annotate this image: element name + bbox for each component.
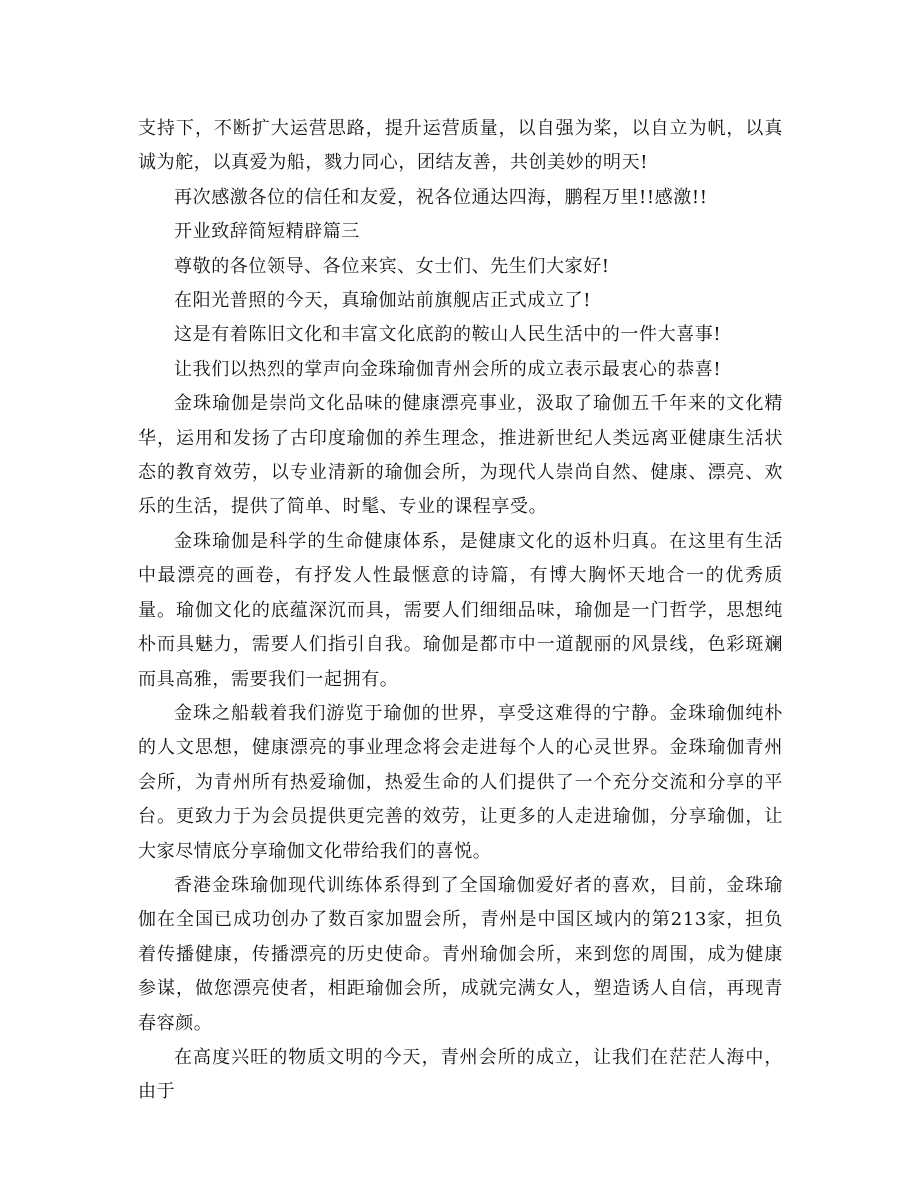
paragraph-health-system: 金珠瑜伽是科学的生命健康体系，是健康文化的返朴归真。在这里有生活中最漂亮的画卷，有抒发人性最惬意的诗篇，有博大胸怀天地合一的优秀质量。瑜伽文化的底蕴深沉而具，需要人们细细品味，瑜伽是一门哲学，思想纯朴而具魅力，需要人们指引自我。瑜伽是都市中一道靓丽的风景线，色彩斑斓而具高雅，需要我们一起拥有。 bbox=[138, 530, 783, 690]
section-heading: 开业致辞简短精辟篇三 bbox=[174, 221, 360, 243]
paragraph-continued: 支持下，不断扩大运营思路，提升运营质量，以自强为桨，以自立为帆，以真诚为舵，以真爱为船，戮力同心，团结友善，共创美妙的明天! bbox=[138, 118, 783, 174]
paragraph-greeting: 尊敬的各位领导、各位来宾、女士们、先生们大家好! bbox=[174, 255, 610, 277]
body-text bbox=[138, 112, 783, 1110]
paragraph-closing: 在高度兴旺的物质文明的今天，青州会所的成立，让我们在茫茫人海中，由于 bbox=[138, 1046, 783, 1103]
paragraph-journey: 金珠之船载着我们游览于瑜伽的世界，享受这难得的宁静。金珠瑜伽纯朴的人文思想，健康漂亮的事业理念将会走进每个人的心灵世界。金珠瑜伽青州会所，为青州所有热爱瑜伽，热爱生命的人们提供了一个充分交流和分享的平台。更致力于为会员提供更完善的效劳，让更多的人走进瑜伽，分享瑜伽，让大家尽情底分享瑜伽文化带给我们的喜悦。 bbox=[138, 702, 783, 862]
paragraph-thanks: 再次感激各位的信任和友爱，祝各位通达四海，鹏程万里!!感激!! bbox=[174, 186, 708, 208]
paragraph-franchise: 香港金珠瑜伽现代训练体系得到了全国瑜伽爱好者的喜欢，目前，金珠瑜伽在全国已成功创办了数百家加盟会所，青州是中国区域内的第213家，担负着传播健康，传播漂亮的历史使命。青州瑜伽会所，来到您的周围，成为健康参谋，做您漂亮使者，相距瑜伽会所，成就完满女人，塑造诱人自信，再现青春容颜。 bbox=[138, 874, 783, 1034]
paragraph-celebration: 这是有着陈旧文化和丰富文化底韵的鞍山人民生活中的一件大喜事! bbox=[174, 324, 722, 346]
paragraph-applause: 让我们以热烈的掌声向金珠瑜伽青州会所的成立表示最衷心的恭喜! bbox=[174, 358, 722, 380]
paragraph-culture: 金珠瑜伽是崇尚文化品味的健康漂亮事业，汲取了瑜伽五千年来的文化精华，运用和发扬了古印度瑜伽的养生理念，推进新世纪人类远离亚健康生活状态的教育效劳，以专业清新的瑜伽会所，为现代人崇尚自然、健康、漂亮、欢乐的生活，提供了简单、时髦、专业的课程享受。 bbox=[138, 393, 783, 518]
paragraph-announcement: 在阳光普照的今天，真瑜伽站前旗舰店正式成立了! bbox=[174, 290, 592, 312]
